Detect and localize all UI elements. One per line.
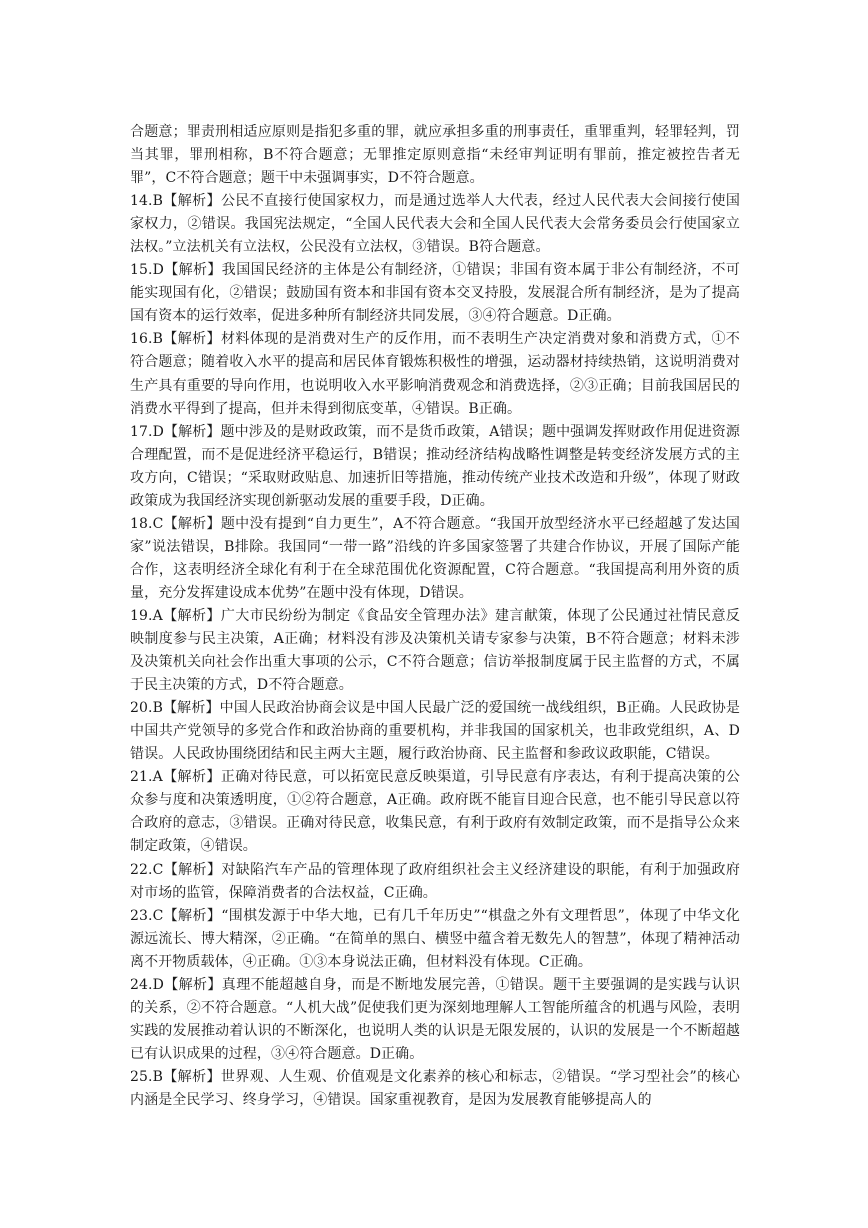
answer-22: 22.C【解析】对缺陷汽车产品的管理体现了政府组织社会主义经济建设的职能，有利于加强政府对市场的监管，保障消费者的合法权益，C正确。 (130, 861, 740, 901)
answer-17: 17.D【解析】题中涉及的是财政政策，而不是货币政策，A错误；题中强调发挥财政作用促进资源合理配置，而不是促进经济平稳运行，B错误；推动经济结构战略性调整是转变经济发展方式的主攻方向，C错误；“采取财政贴息、加速折旧等措施，推动传统产业技术改造和升级”，体现了财政政策成为我国经济实现创新驱动发展的重要手段，D正确。 (130, 423, 740, 509)
answer-14: 14.B【解析】公民不直接行使国家权力，而是通过选举人大代表，经过人民代表大会间接行使国家权力，②错误。我国宪法规定，“全国人民代表大会和全国人民代表大会常务委员会行使国家立法权。”立法机关有立法权，公民没有立法权，③错误。B符合题意。 (130, 193, 740, 256)
document-page (130, 121, 740, 1112)
answer-18: 18.C【解析】题中没有提到“自力更生”，A不符合题意。“我国开放型经济水平已经超越了发达国家”说法错误，B排除。我国同“一带一路”沿线的许多国家签署了共建合作协议，开展了国际产能合作，这表明经济全球化有利于在全球范围优化资源配置，C符合题意。“我国提高利用外资的质量，充分发挥建设成本优势”在题中没有体现，D错误。 (130, 515, 740, 601)
answer-25: 25.B【解析】世界观、人生观、价值观是文化素养的核心和标志，②错误。“学习型社会”的核心内涵是全民学习、终身学习，④错误。国家重视教育，是因为发展教育能够提高人的 (130, 1068, 740, 1108)
answer-16: 16.B【解析】材料体现的是消费对生产的反作用，而不表明生产决定消费对象和消费方式，①不符合题意；随着收入水平的提高和居民体育锻炼积极性的增强，运动器材持续热销，这说明消费对生产具有重要的导向作用，也说明收入水平影响消费观念和消费选择，②③正确；目前我国居民的消费水平得到了提高，但并未得到彻底变革，④错误。B正确。 (130, 331, 740, 417)
answer-20: 20.B【解析】中国人民政治协商会议是中国人民最广泛的爱国统一战线组织，B正确。人民政协是中国共产党领导的多党合作和政治协商的重要机构，并非我国的国家机关，也非政党组织，A、D错误。人民政协围绕团结和民主两大主题，履行政治协商、民主监督和参政议政职能，C错误。 (130, 700, 740, 763)
answer-19: 19.A【解析】广大市民纷纷为制定《食品安全管理办法》建言献策，体现了公民通过社情民意反映制度参与民主决策，A正确；材料没有涉及决策机关请专家参与决策，B不符合题意；材料未涉及决策机关向社会作出重大事项的公示，C不符合题意；信访举报制度属于民主监督的方式，不属于民主决策的方式，D不符合题意。 (130, 607, 740, 694)
answer-23: 23.C【解析】“围棋发源于中华大地，已有几千年历史”“棋盘之外有文理哲思”，体现了中华文化源远流长、博大精深，②正确。“在简单的黑白、横竖中蕴含着无数先人的智慧”，体现了精神活动离不开物质载体，④正确。①③本身说法正确，但材料没有体现。C正确。 (130, 907, 740, 970)
answer-24: 24.D【解析】真理不能超越自身，而是不断地发展完善，①错误。题干主要强调的是实践与认识的关系，②不符合题意。“人机大战”促使我们更为深刻地理解人工智能所蕴含的机遇与风险，表明实践的发展推动着认识的不断深化，也说明人类的认识是无限发展的，认识的发展是一个不断超越已有认识成果的过程，③④符合题意。D正确。 (130, 976, 740, 1062)
answer-15: 15.D【解析】我国国民经济的主体是公有制经济，①错误；非国有资本属于非公有制经济，不可能实现国有化，②错误；鼓励国有资本和非国有资本交叉持股，发展混合所有制经济，是为了提高国有资本的运行效率，促进多种所有制经济共同发展，③④符合题意。D正确。 (130, 262, 740, 325)
answer-21: 21.A【解析】正确对待民意，可以拓宽民意反映渠道，引导民意有序表达，有利于提高决策的公众参与度和决策透明度，①②符合题意，A正确。政府既不能盲目迎合民意，也不能引导民意以符合政府的意志，③错误。正确对待民意，收集民意，有利于政府有效制定政策，而不是指导公众来制定政策，④错误。 (130, 769, 740, 855)
paragraph-continuation: 合题意；罪责刑相适应原则是指犯多重的罪，就应承担多重的刑事责任，重罪重判，轻罪轻判，罚当其罪，罪刑相称，B不符合题意；无罪推定原则意指“未经审判证明有罪前，推定被控告者无罪”，C不符合题意；题干中未强调事实，D不符合题意。 (130, 124, 740, 187)
